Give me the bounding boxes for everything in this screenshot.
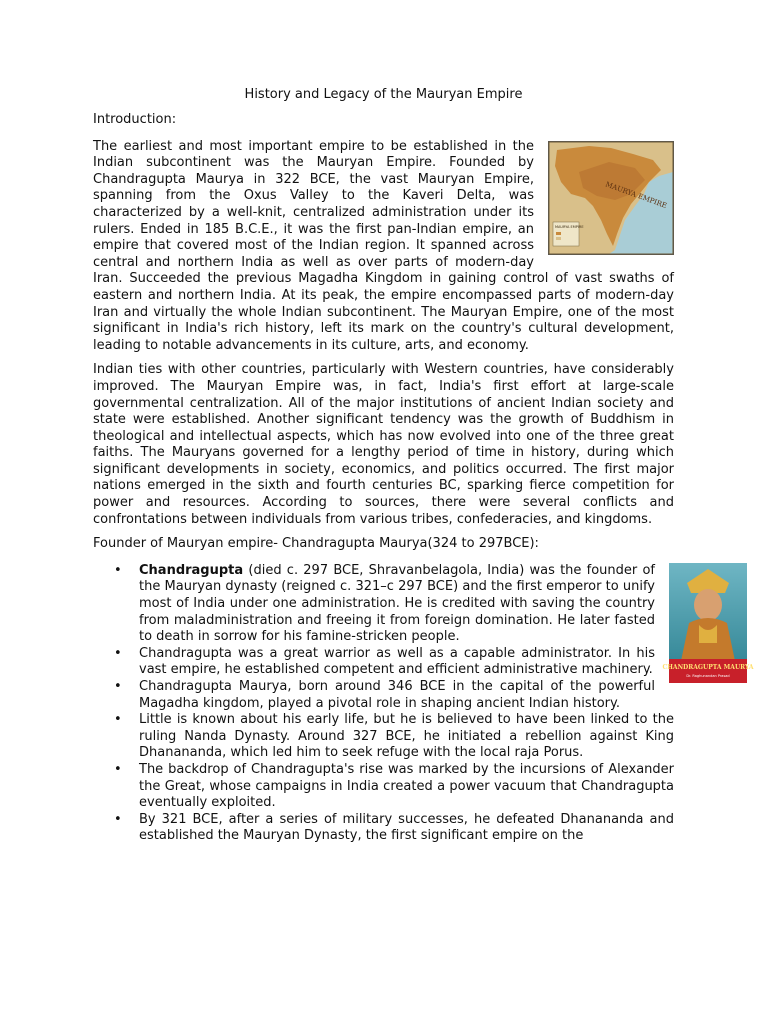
list-item: • Chandragupta Maurya, born around 346 BCE in the capital of the powerful Magadha kingdom, played a pivotal role in shaping ancient Indian history. xyxy=(93,679,674,712)
document-body xyxy=(93,86,754,845)
paragraph-intro: The earliest and most important empire to be established in the Indian subcontinent was the Mauryan Empire. Founded by Chandragupta Maurya in 322 BCE, the vast Mauryan Empire, spanning from the Oxus Valley to the Kaveri Delta, was characterized by a well-knit, centralized administration under its rulers. Ended in 185 B.C.E., it was the first pan-Indian empire, an empire that covered most of the Indian region. It spanned across central and northern India as well as over parts of modern-day Iran. Succeeded the previous Magadha Kingdom in gaining control of vast swaths of eastern and northern India. At its peak, the empire encompassed parts of modern-day Iran and virtually the whole Indian subcontinent. The Mauryan Empire, one of the most significant in India's rich history, left its mark on the country's cultural development, leading to notable advancements in its culture, arts, and economy. xyxy=(93,138,674,353)
map-icon xyxy=(549,142,673,254)
founder-bullet-list xyxy=(93,562,754,845)
list-item: • By 321 BCE, after a series of military successes, he defeated Dhanananda and established the Mauryan Dynasty, the first significant empire on the xyxy=(93,812,674,845)
document-title: History and Legacy of the Mauryan Empire xyxy=(244,87,523,102)
bullet-text: (died c. 297 BCE, Shravanbelagola, India) was the founder of the Mauryan dynasty (reigned c. 321–c 297 BCE) and the first emperor to unify most of India under one administration. He is credited with saving the country from maladministration and freeing it from foreign domination. He later fasted to death in sorrow for his famine-stricken people. xyxy=(139,562,655,645)
intro-heading: Introduction: xyxy=(93,112,177,127)
bullet-bold-name: Chandragupta xyxy=(139,562,244,578)
list-item: • Little is known about his early life, but he is believed to have been linked to the ruling Nanda Dynasty. Around 327 BCE, he initiated a rebellion against King Dhanananda, which led him to seek refuge with the local raja Porus. xyxy=(93,712,674,762)
chandragupta-book-cover-image xyxy=(662,563,754,683)
mauryan-empire-map-image xyxy=(548,141,674,255)
paragraph-ties: Indian ties with other countries, particularly with Western countries, have considerably improved. The Mauryan Empire was, in fact, India's first effort at large-scale governmental centralization. All of the major institutions of ancient Indian society and state were established. Another significant tendency was the growth of Buddhism in theological and intellectual aspects, which has now evolved into one of the three great faiths. The Mauryans governed for a lengthy period of time in history, during which significant developments in society, economics, and politics occurred. The first major nations emerged in the sixth and fourth centuries BC, sparking fierce competition for power and resources. According to sources, there were several conflicts and confrontations between individuals from various tribes, confederacies, and kingdoms. xyxy=(93,362,674,527)
svg-text:CHANDRAGUPTA MAURYA: • CHANDRAGUPTA MAURYA xyxy=(662,663,754,671)
list-item: • Chandragupta was a great warrior as well as a capable administrator. In his vast empire, he established competent and efficient administrative machinery. xyxy=(93,646,674,679)
svg-text:Dr. Raghunandan Prasad: Dr. Raghunandan Prasad xyxy=(686,673,730,678)
founder-heading: Founder of Mauryan empire- Chandragupta Maurya(324 to 297BCE): xyxy=(93,536,539,552)
svg-text:MAURYA EMPIRE: MAURYA EMPIRE xyxy=(604,179,668,210)
list-item: • The backdrop of Chandragupta's rise was marked by the incursions of Alexander the Great, whose campaigns in India created a power vacuum that Chandragupta eventually exploited. xyxy=(93,762,674,812)
portrait-icon xyxy=(662,563,754,683)
svg-text:MAURYA EMPIRE: MAURYA EMPIRE xyxy=(555,224,584,229)
